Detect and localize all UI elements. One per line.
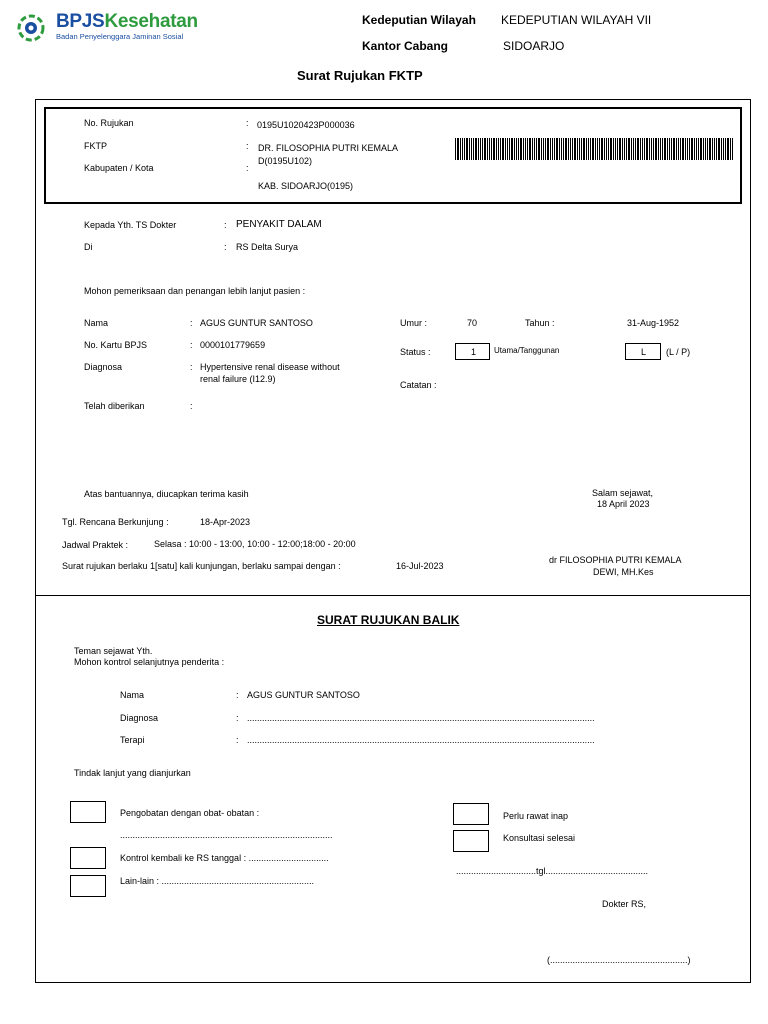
colon: : <box>236 713 239 723</box>
jadwal-label: Jadwal Praktek : <box>62 540 129 550</box>
dokter-rs-label: Dokter RS, <box>602 899 647 909</box>
di-label: Di <box>84 242 93 252</box>
kantor-value: SIDOARJO <box>503 39 565 53</box>
opt-lain-label: Lain-lain : ............................................................. <box>120 876 315 886</box>
rencana-label: Tgl. Rencana Berkunjung : <box>62 517 169 527</box>
gender-value: L <box>641 347 647 357</box>
kabupaten-value: KAB. SIDOARJO(0195) <box>258 181 354 191</box>
no-rujukan-label: No. Rujukan <box>84 118 134 128</box>
logo-brand-kesehatan: Kesehatan <box>104 11 198 32</box>
fktp-label: FKTP <box>84 141 108 151</box>
jadwal-value: Selasa : 10:00 - 13:00, 10:00 - 12:00;18:00 - 20:00 <box>154 539 356 549</box>
tindak-label: Tindak lanjut yang dianjurkan <box>74 768 191 778</box>
colon: : <box>190 362 193 372</box>
balik-title: SURAT RUJUKAN BALIK <box>317 613 460 627</box>
lain-checkbox[interactable] <box>70 875 106 897</box>
barcode-icon <box>455 138 733 160</box>
colon: : <box>246 141 249 151</box>
balik-greeting-2: Mohon kontrol selanjutnya penderita : <box>74 657 225 667</box>
fktp-value-2: D(0195U102) <box>258 156 313 166</box>
bpjs-logo-icon <box>16 13 46 43</box>
umur-value: 70 <box>467 318 478 328</box>
konsultasi-checkbox[interactable] <box>453 830 489 852</box>
outer-border <box>35 99 751 983</box>
gender-box <box>625 343 661 360</box>
colon: : <box>246 118 249 128</box>
balik-diagnosa-label: Diagnosa <box>120 713 159 723</box>
kedeputian-value: KEDEPUTIAN WILAYAH VII <box>501 13 652 27</box>
balik-diagnosa-line[interactable]: ........................................................................................................................................... <box>247 713 595 723</box>
diagnosa-value-2: renal failure (I12.9) <box>200 374 276 384</box>
salam-text: Salam sejawat, <box>592 488 654 498</box>
letter-date: 18 April 2023 <box>597 499 650 509</box>
logo-text <box>56 12 198 41</box>
colon: : <box>246 163 249 173</box>
kartu-label: No. Kartu BPJS <box>84 340 148 350</box>
request-text: Mohon pemeriksaan dan penangan lebih lanjut pasien : <box>84 286 306 296</box>
rawat-inap-checkbox[interactable] <box>453 803 489 825</box>
berlaku-value: 16-Jul-2023 <box>396 561 444 571</box>
colon: : <box>224 220 227 230</box>
tahun-value: 31-Aug-1952 <box>627 318 680 328</box>
status-label: Status : <box>400 347 431 357</box>
diberikan-label: Telah diberikan <box>84 401 145 411</box>
colon: : <box>236 735 239 745</box>
balik-greeting-1: Teman sejawat Yth. <box>74 646 153 656</box>
kartu-value: 0000101779659 <box>200 340 266 350</box>
fktp-value-1: DR. FILOSOPHIA PUTRI KEMALA <box>258 143 399 153</box>
status-box <box>455 343 490 360</box>
kabupaten-label: Kabupaten / Kota <box>84 163 154 173</box>
obat-checkbox[interactable] <box>70 801 106 823</box>
opt-obat-line[interactable]: ..................................................................................... <box>120 830 333 840</box>
kantor-label: Kantor Cabang <box>362 39 449 53</box>
balik-terapi-line[interactable]: ........................................................................................................................................... <box>247 735 595 745</box>
balik-nama-value: AGUS GUNTUR SANTOSO <box>247 690 360 700</box>
opt-obat-label: Pengobatan dengan obat- obatan : <box>120 808 260 818</box>
status-value: 1 <box>471 347 477 357</box>
colon: : <box>190 318 193 328</box>
opt-konsultasi-label: Konsultasi selesai <box>503 833 576 843</box>
signature-line[interactable]: (.......................................................) <box>547 955 691 965</box>
diagnosa-label: Diagnosa <box>84 362 123 372</box>
berlaku-text: Surat rujukan berlaku 1[satu] kali kunjungan, berlaku sampai dengan : <box>62 561 341 571</box>
kedeputian-label: Kedeputian Wilayah <box>362 13 476 27</box>
section-divider <box>35 595 751 596</box>
colon: : <box>190 340 193 350</box>
colon: : <box>224 242 227 252</box>
patient-nama-label: Nama <box>84 318 109 328</box>
doctor-name-2: DEWI, MH.Kes <box>593 567 654 577</box>
logo-subtitle: Badan Penyelenggara Jaminan Sosial <box>56 32 184 41</box>
colon: : <box>190 401 193 411</box>
balik-nama-label: Nama <box>120 690 145 700</box>
tgl-line[interactable]: ................................tgl......................................... <box>456 866 649 876</box>
colon: : <box>236 690 239 700</box>
logo-brand-bpjs: BPJS <box>56 11 105 32</box>
diagnosa-value-1: Hypertensive renal disease without <box>200 362 340 372</box>
gender-desc: (L / P) <box>666 347 691 357</box>
tahun-label: Tahun : <box>525 318 555 328</box>
umur-label: Umur : <box>400 318 427 328</box>
kontrol-checkbox[interactable] <box>70 847 106 869</box>
doctor-name-1: dr FILOSOPHIA PUTRI KEMALA <box>549 555 682 565</box>
thanks-text: Atas bantuannya, diucapkan terima kasih <box>84 489 249 499</box>
doc-title: Surat Rujukan FKTP <box>297 68 423 83</box>
catatan-label: Catatan : <box>400 380 437 390</box>
di-value: RS Delta Surya <box>236 242 299 252</box>
kepada-value: PENYAKIT DALAM <box>236 219 322 230</box>
balik-terapi-label: Terapi <box>120 735 145 745</box>
status-desc: Utama/Tanggunan <box>494 346 560 355</box>
opt-rawat-label: Perlu rawat inap <box>503 811 569 821</box>
kepada-label: Kepada Yth. TS Dokter <box>84 220 177 230</box>
no-rujukan-value: 0195U1020423P000036 <box>257 120 355 130</box>
rencana-value: 18-Apr-2023 <box>200 517 251 527</box>
patient-nama-value: AGUS GUNTUR SANTOSO <box>200 318 313 328</box>
opt-kontrol-label: Kontrol kembali ke RS tanggal : ................................ <box>120 853 329 863</box>
